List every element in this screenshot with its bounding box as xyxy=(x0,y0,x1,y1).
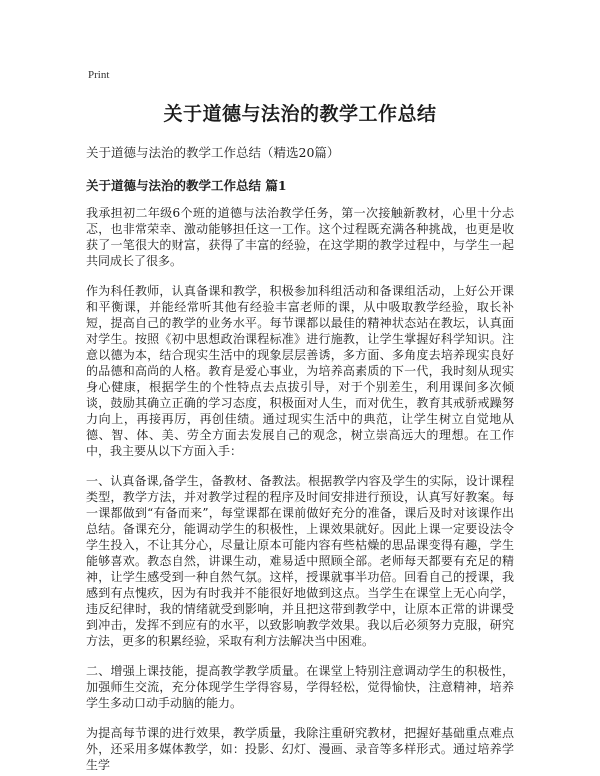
print-link[interactable]: Print xyxy=(88,69,110,81)
document-subtitle: 关于道德与法治的教学工作总结（精选20篇） xyxy=(86,145,340,160)
document-title: 关于道德与法治的教学工作总结 xyxy=(163,103,437,125)
section-heading: 关于道德与法治的教学工作总结 篇1 xyxy=(86,178,287,193)
paragraph-4: 二、增强上课技能，提高教学教学质量。在课堂上特别注意调动学生的积极性，加强师生交流，充分体现学生学得容易，学得轻松，觉得愉快，注意精神，培养学生多动口动手动脑的能力。 xyxy=(86,664,514,710)
paragraph-3: 一、认真备课,备学生，备教材、备教法。根据教学内容及学生的实际，设计课程类型，教学方法，并对教学过程的程序及时间安排进行预设，认真写好教案。每一课都做到“有备而来”，每堂课都在课前做好充分的准备，课后及时对该课作出总结。备课充分，能调动学生的积极性，上课效果就好。因此上课一定要设法令学生投入，不让其分心，尽量让原本可能内容有些枯燥的思品课变得有趣，学生能够喜欢。教态自然，讲课生动，难易适中照顾全部。老师每天都要有充足的精神，让学生感受到一种自然气氛。这样，授课就事半功倍。回看自己的授课，我感到有点愧疚，因为有时我并不能很好地做到这点。当学生在课堂上无心向学，违反纪律时，我的情绪就受到影响，并且把这带到教学中，让原本正常的讲课受到冲击，发挥不到应有的水平，以致影响教学效果。我以后必须努力克服，研究方法，更多的积累经验，采取有利方法解决当中困难。 xyxy=(86,474,514,648)
paragraph-2: 作为科任教师，认真备课和教学，积极参加科组活动和备课组活动，上好公开课和平衡课，并能经常听其他有经验丰富老师的课，从中吸取教学经验，取长补短，提高自己的教学的业务水平。每节课都以最佳的精神状态站在教坛，认真面对学生。按照《初中思想政治课程标准》进行施教，让学生掌握好科学知识。注意以德为本，结合现实生活中的现象层层善诱，多方面、多角度去培养现实良好的品德和高尚的人格。教育是爱心事业，为培养高素质的下一代，我时刻从现实身心健康，根据学生的个性特点去点拔引导，对于个别差生，利用课间多次倾谈，鼓励其确立正确的学习态度，积极面对人生，而对优生，教育其戒骄戒躁努力向上，再接再厉，再创佳绩。通过现实生活中的典范，让学生树立自觉地从德、智、体、美、劳全方面去发展自己的观念，树立崇高远大的理想。在工作中，我主要从以下方面入手： xyxy=(86,284,514,458)
paragraph-1: 我承担初二年级6个班的道德与法治教学任务，第一次接触新教材，心里十分忐忑，也非常荣幸、激动能够担任这一工作。这个过程既充满各种挑战，也更是收获了一笔很大的财富，获得了丰富的经验，在这学期的教学过程中，与学生一起共同成长了很多。 xyxy=(86,206,514,268)
paragraph-5: 为提高每节课的进行效果，教学质量，我除注重研究教材，把握好基础重点难点外，还采用多媒体教学，如：投影、幻灯、漫画、录音等多样形式。通过培养学生学 xyxy=(86,726,514,772)
